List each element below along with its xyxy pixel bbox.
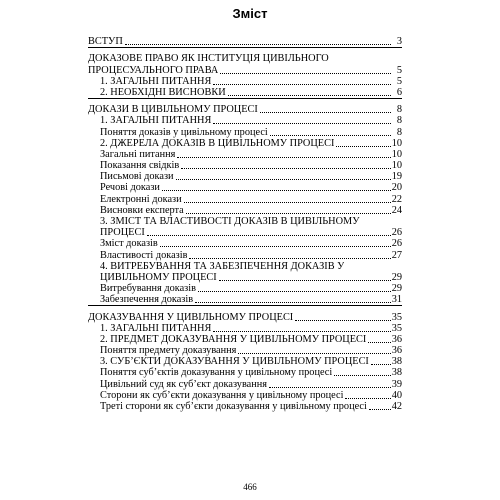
- toc-page-number: 27: [391, 249, 402, 261]
- toc-page-number: 29: [391, 271, 402, 283]
- toc-line: [100, 126, 402, 137]
- toc-entry: [88, 193, 402, 204]
- dot-leader: [186, 213, 391, 214]
- dot-leader: [125, 44, 391, 45]
- toc-entry-title: ПРОЦЕСУАЛЬНОГО ПРАВА: [88, 64, 219, 76]
- toc-page-number: 22: [391, 193, 402, 205]
- toc-entry: [88, 126, 402, 137]
- dot-leader: [176, 179, 391, 180]
- toc-entry-title: ДОКАЗОВЕ ПРАВО ЯК ІНСТИТУЦІЯ ЦИВІЛЬНОГО: [88, 53, 329, 65]
- section-divider: [88, 47, 402, 48]
- dot-leader: [213, 123, 391, 124]
- dot-leader: [198, 291, 391, 292]
- toc-page-number: 5: [396, 75, 402, 87]
- dot-leader: [220, 73, 391, 74]
- toc-line: [100, 283, 402, 294]
- toc-page-number: 20: [391, 182, 402, 194]
- toc-page-number: 38: [391, 367, 402, 379]
- toc-entry: [88, 356, 402, 367]
- toc-entry: [88, 36, 402, 47]
- dot-leader: [160, 246, 391, 247]
- toc-entry: [88, 323, 402, 334]
- toc-line: [88, 36, 402, 47]
- toc-line: [100, 216, 402, 227]
- toc-entry-title: 1. ЗАГАЛЬНІ ПИТАННЯ: [100, 75, 212, 87]
- toc-page-number: 36: [391, 333, 402, 345]
- toc-line: [100, 115, 402, 126]
- toc-entry-title: Поняття доказів у цивільному процесі: [100, 126, 268, 138]
- dot-leader: [181, 168, 390, 169]
- toc-entry: [88, 182, 402, 193]
- toc-line: [100, 378, 402, 389]
- toc-entry-title: 1. ЗАГАЛЬНІ ПИТАННЯ: [100, 322, 212, 334]
- toc-page-number: 38: [391, 356, 402, 368]
- dot-leader: [213, 331, 390, 332]
- dot-leader: [371, 364, 391, 365]
- dot-leader: [369, 409, 391, 410]
- toc-line: [100, 390, 402, 401]
- toc-line: [100, 249, 402, 260]
- dot-leader: [162, 190, 391, 191]
- dot-leader: [368, 342, 390, 343]
- toc-page-number: 36: [391, 345, 402, 357]
- toc-line: [100, 138, 402, 149]
- toc-line: [100, 87, 402, 98]
- toc-entry-title: ДОКАЗИ В ЦИВІЛЬНОМУ ПРОЦЕСІ: [88, 104, 258, 116]
- toc-page-number: 5: [396, 64, 402, 76]
- toc-entry-title: 3. ЗМІСТ ТА ВЛАСТИВОСТІ ДОКАЗІВ В ЦИВІЛЬНОМУ: [100, 216, 360, 227]
- section-divider: [88, 98, 402, 99]
- toc-page-number: 24: [391, 204, 402, 216]
- toc-line: [100, 160, 402, 171]
- toc-page-number: 10: [391, 160, 402, 172]
- toc-page-number: 29: [391, 283, 402, 295]
- toc-entry-title: Цивільний суд як суб’єкт доказування: [100, 378, 268, 390]
- toc-entry: [88, 249, 402, 260]
- toc-line: [88, 104, 402, 115]
- toc-page-number: 35: [391, 311, 402, 323]
- toc-entry: [88, 87, 402, 98]
- toc-entry-title: Показання свідків: [100, 160, 180, 172]
- toc-page-number: 6: [396, 86, 402, 98]
- toc-line: [100, 294, 402, 305]
- toc-line: [100, 171, 402, 182]
- toc-entry-title: Забезпечення доказів: [100, 294, 194, 306]
- toc-entry-title: Витребування доказів: [100, 283, 196, 295]
- toc-entry: [88, 138, 402, 149]
- dot-leader: [238, 353, 390, 354]
- toc-line: [88, 53, 402, 64]
- toc-line: [100, 261, 402, 272]
- toc-line: [100, 334, 402, 345]
- toc-page-number: 8: [396, 104, 402, 116]
- toc-entry: [88, 115, 402, 126]
- toc-entry: [88, 261, 402, 283]
- toc-entry-title: Зміст доказів: [100, 238, 158, 250]
- toc-entry-title: Письмові докази: [100, 171, 174, 183]
- toc-line: [100, 345, 402, 356]
- toc-line: [100, 227, 402, 238]
- toc-entry-title: Властивості доказів: [100, 249, 188, 261]
- toc-entry: [88, 53, 402, 75]
- page-number: 466: [243, 482, 257, 492]
- toc-entry-title: ПРОЦЕСІ: [100, 227, 145, 239]
- toc-entry: [88, 104, 402, 115]
- page-title: Зміст: [232, 6, 268, 21]
- dot-leader: [334, 375, 390, 376]
- toc-page-number: 26: [391, 238, 402, 250]
- toc-entry-title: 2. ПРЕДМЕТ ДОКАЗУВАННЯ У ЦИВІЛЬНОМУ ПРОЦЕСІ: [100, 333, 367, 345]
- toc-page-number: 42: [391, 401, 402, 412]
- toc-entry-title: Загальні питання: [100, 148, 176, 160]
- toc-entry-title: ЦИВІЛЬНОМУ ПРОЦЕСІ: [100, 271, 217, 283]
- toc-entry-title: 2. ДЖЕРЕЛА ДОКАЗІВ В ЦИВІЛЬНОМУ ПРОЦЕСІ: [100, 137, 335, 149]
- toc-entry: [88, 390, 402, 401]
- toc-entry-title: 1. ЗАГАЛЬНІ ПИТАННЯ: [100, 115, 212, 127]
- toc-page-number: 35: [391, 322, 402, 334]
- toc-page-number: 40: [391, 389, 402, 401]
- toc-entry-title: ВСТУП: [88, 36, 123, 48]
- toc-line: [100, 149, 402, 160]
- toc-entry-title: 3. СУБ’ЄКТИ ДОКАЗУВАННЯ У ЦИВІЛЬНОМУ ПРОЦЕСІ: [100, 356, 369, 368]
- toc-entry-title: Речові докази: [100, 182, 160, 194]
- dot-leader: [147, 235, 391, 236]
- toc-entry: [88, 160, 402, 171]
- dot-leader: [219, 280, 391, 281]
- toc-entry-title: Треті сторони як суб’єкти доказування у цивільному процесі: [100, 401, 367, 412]
- section-divider: [88, 305, 402, 306]
- toc-line: [100, 367, 402, 378]
- toc-page-number: 19: [391, 171, 402, 183]
- toc-page-number: 8: [396, 115, 402, 127]
- toc-entry: [88, 171, 402, 182]
- toc-entry-title: Поняття предмету доказування: [100, 345, 237, 357]
- toc-entry: [88, 149, 402, 160]
- toc-entry: [88, 205, 402, 216]
- dot-leader: [228, 95, 391, 96]
- toc-line: [100, 323, 402, 334]
- toc-page-number: 26: [391, 227, 402, 239]
- table-of-contents: [88, 36, 402, 412]
- toc-entry: [88, 367, 402, 378]
- toc-entry-title: 4. ВИТРЕБУВАННЯ ТА ЗАБЕЗПЕЧЕННЯ ДОКАЗІВ У: [100, 260, 345, 272]
- dot-leader: [177, 157, 390, 158]
- toc-page-number: 39: [391, 378, 402, 390]
- toc-line: [100, 76, 402, 87]
- toc-line: [100, 205, 402, 216]
- toc-entry-title: ДОКАЗУВАННЯ У ЦИВІЛЬНОМУ ПРОЦЕСІ: [88, 311, 294, 323]
- toc-line: [100, 193, 402, 204]
- toc-page-number: 31: [391, 294, 402, 306]
- toc-entry: [88, 76, 402, 87]
- toc-page-number: 8: [396, 126, 402, 138]
- toc-entry-title: Електронні докази: [100, 193, 182, 205]
- dot-leader: [270, 135, 391, 136]
- toc-entry: [88, 401, 402, 412]
- toc-line: [100, 356, 402, 367]
- dot-leader: [195, 302, 391, 303]
- toc-entry: [88, 216, 402, 238]
- dot-leader: [213, 84, 391, 85]
- toc-line: [88, 311, 402, 322]
- dot-leader: [184, 202, 391, 203]
- toc-line: [100, 401, 402, 412]
- toc-entry-title: Поняття суб’єктів доказування у цивільному процесі: [100, 367, 333, 379]
- toc-page-number: 3: [396, 36, 402, 48]
- toc-entry: [88, 283, 402, 294]
- dot-leader: [189, 258, 390, 259]
- toc-page-number: 10: [391, 148, 402, 160]
- dot-leader: [269, 387, 391, 388]
- toc-entry-title: 2. НЕОБХІДНІ ВИСНОВКИ: [100, 86, 226, 98]
- toc-line: [88, 64, 402, 75]
- dot-leader: [260, 112, 391, 113]
- toc-line: [100, 182, 402, 193]
- dot-leader: [336, 146, 390, 147]
- toc-entry: [88, 311, 402, 322]
- toc-entry: [88, 378, 402, 389]
- dot-leader: [295, 320, 390, 321]
- dot-leader: [345, 398, 390, 399]
- toc-entry-title: Висновки експерта: [100, 204, 184, 216]
- toc-entry: [88, 334, 402, 345]
- toc-entry: [88, 345, 402, 356]
- toc-entry: [88, 238, 402, 249]
- toc-line: [100, 272, 402, 283]
- toc-entry-title: Сторони як суб’єкти доказування у цивільному процесі: [100, 389, 344, 401]
- toc-line: [100, 238, 402, 249]
- toc-page-number: 10: [391, 137, 402, 149]
- toc-entry: [88, 294, 402, 305]
